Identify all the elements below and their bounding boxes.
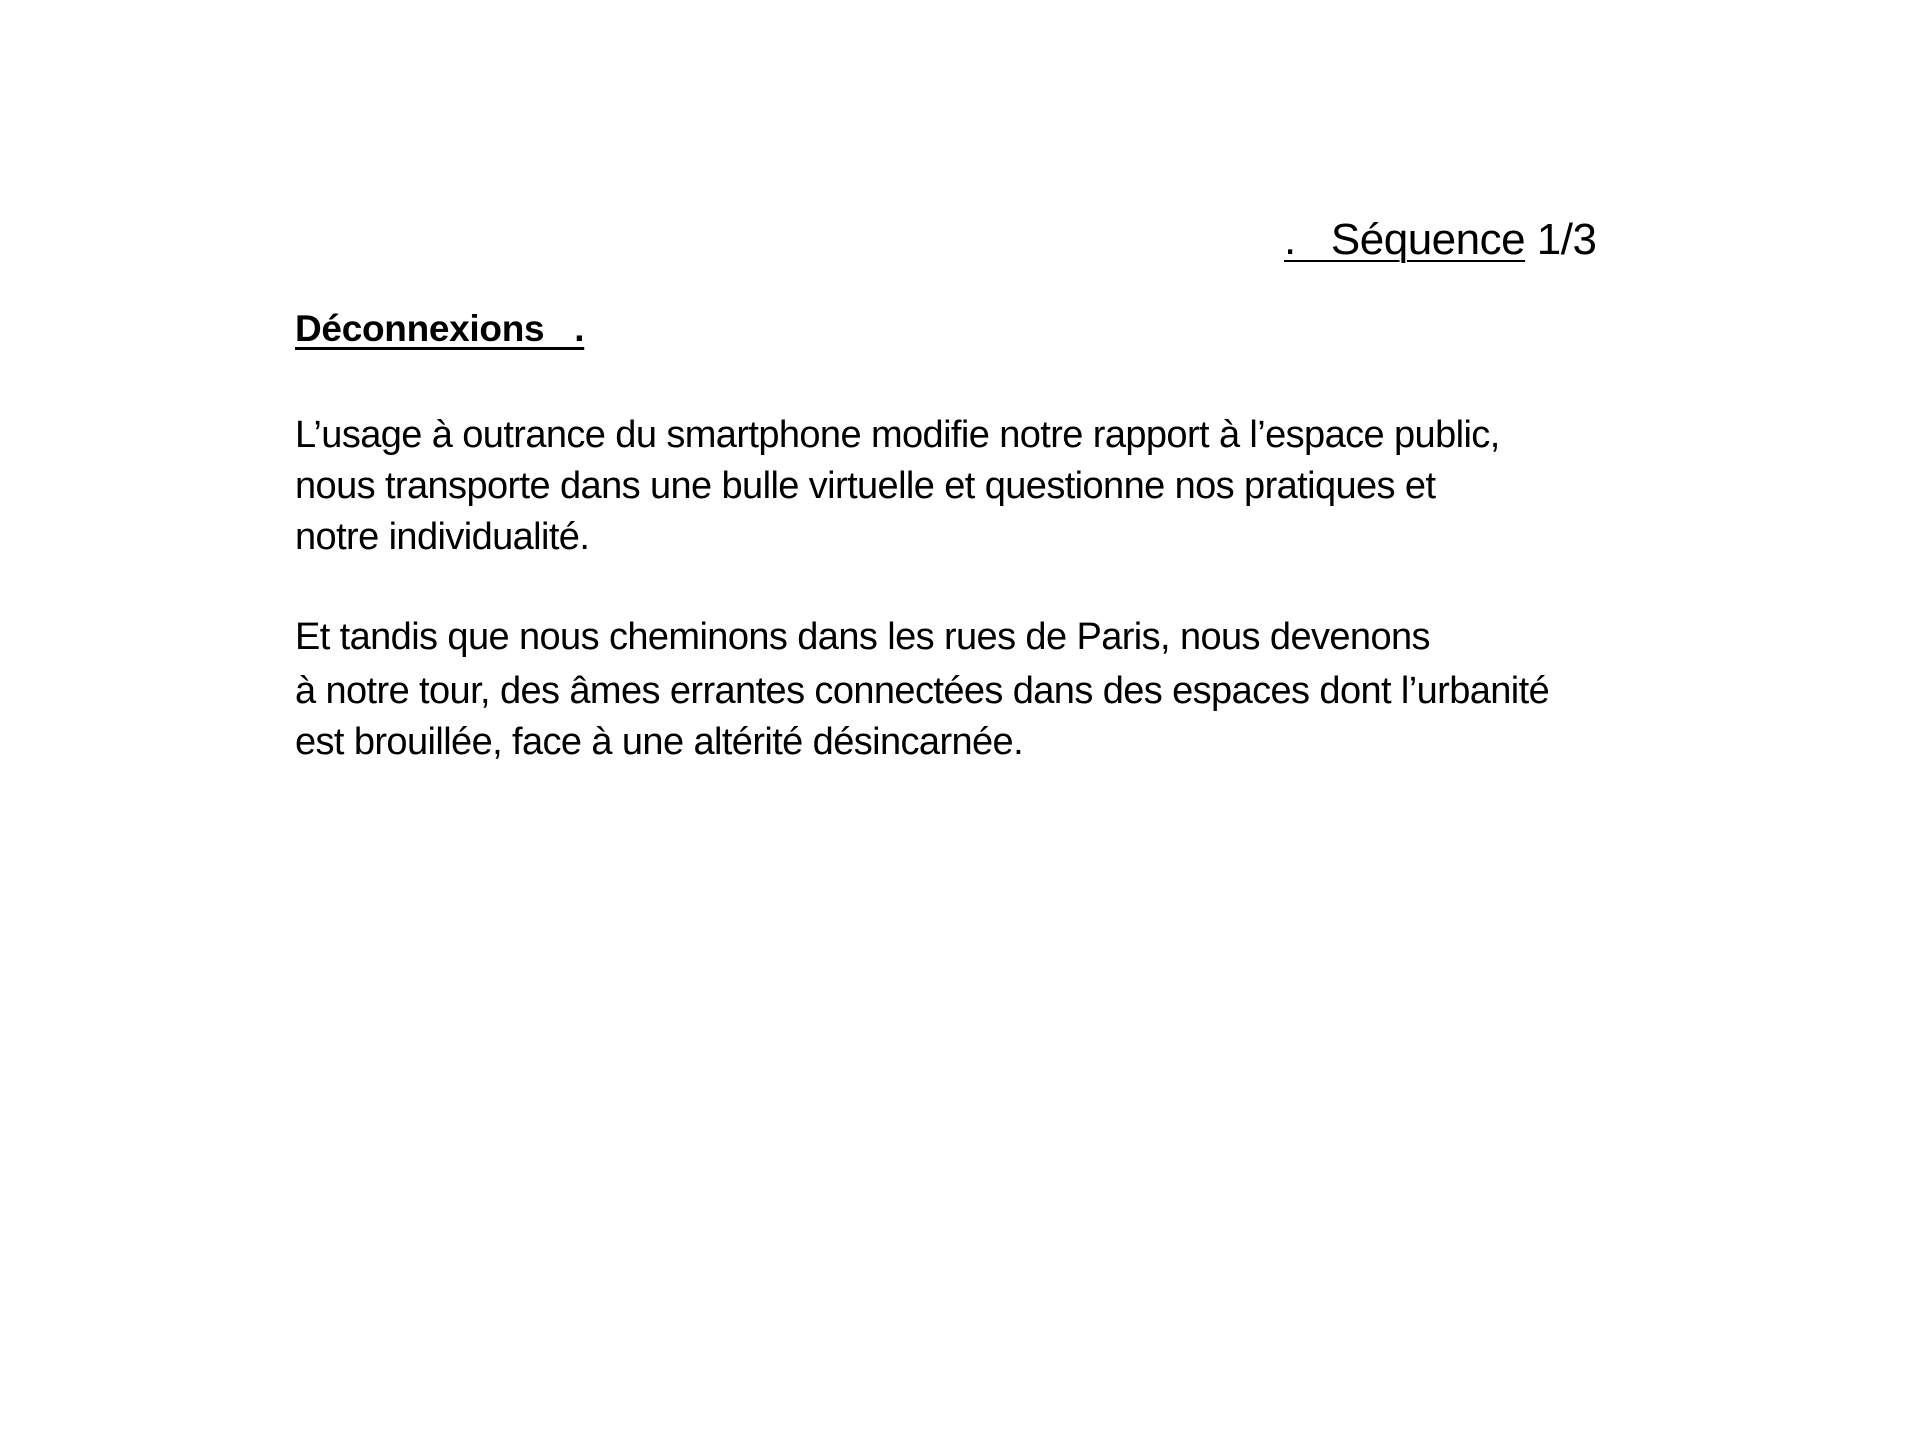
paragraph-line: nous transporte dans une bulle virtuelle et questionne nos pratiques et xyxy=(295,465,1436,507)
document-title: Déconnexions . xyxy=(295,308,585,349)
paragraph-2 xyxy=(295,612,1549,768)
paragraph-line: L’usage à outrance du smartphone modifie notre rapport à l’espace public, xyxy=(295,414,1500,456)
sequence-counter: 1/3 xyxy=(1525,215,1597,264)
paragraph-line: à notre tour, des âmes errantes connectées dans des espaces dont l’urbanité xyxy=(295,670,1550,712)
sequence-indicator xyxy=(1284,212,1596,268)
paragraph-line: est brouillée, face à une altérité désincarnée. xyxy=(295,721,1024,763)
paragraph-1 xyxy=(295,410,1500,563)
paragraph-line: notre individualité. xyxy=(295,516,590,558)
sequence-label: . Séquence xyxy=(1284,215,1526,264)
paragraph-line: Et tandis que nous cheminons dans les rues de Paris, nous devenons xyxy=(295,616,1430,658)
